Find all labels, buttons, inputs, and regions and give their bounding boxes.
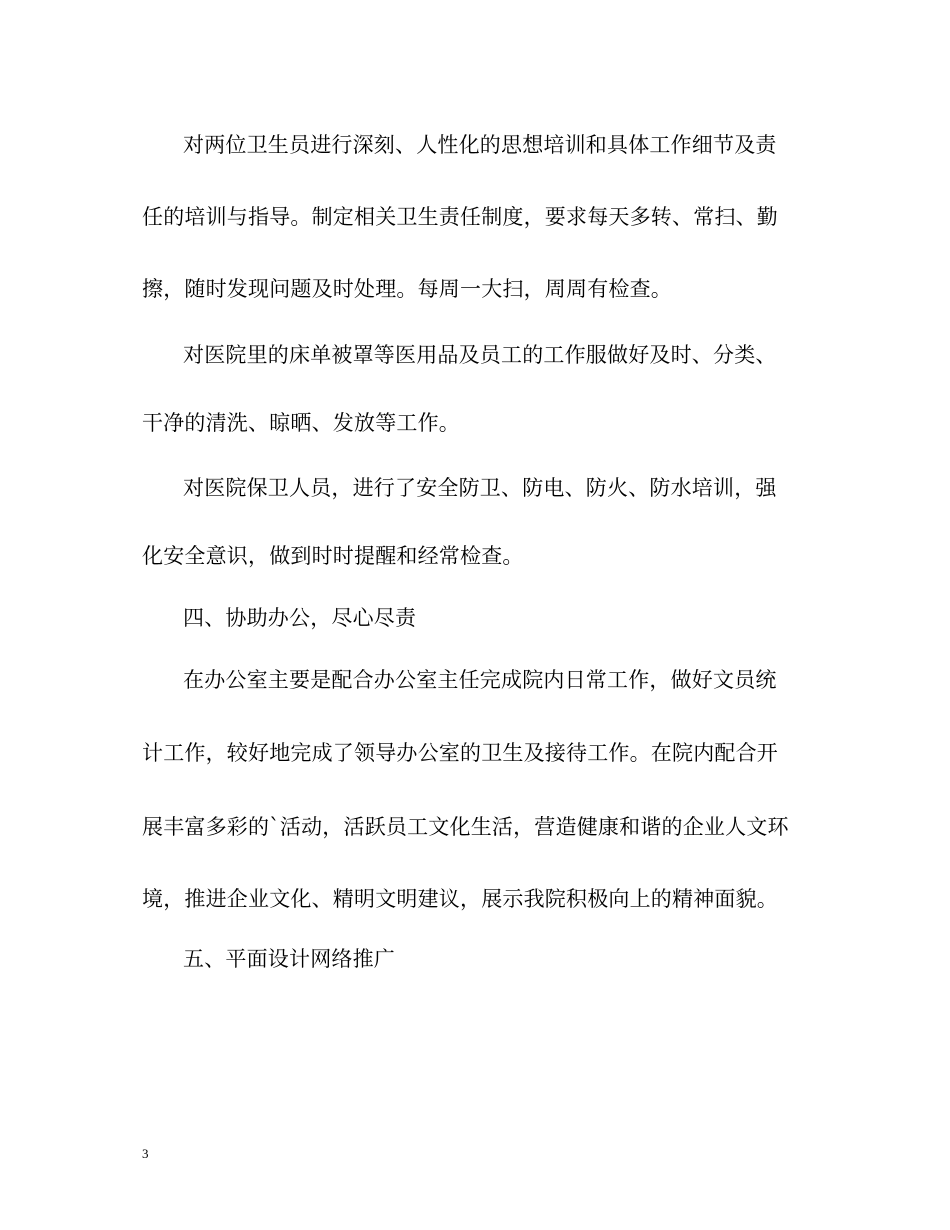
paragraph-line: 计工作，较好地完成了领导办公室的卫生及接待工作。在院内配合开 bbox=[142, 741, 778, 765]
paragraph-line: 对两位卫生员进行深刻、人性化的思想培训和具体工作细节及责 bbox=[183, 133, 777, 157]
page-number: 3 bbox=[142, 1146, 149, 1161]
paragraph-line: 擦，随时发现问题及时处理。每周一大扫，周周有检查。 bbox=[142, 277, 672, 301]
section-heading: 四、协助办公，尽心尽责 bbox=[183, 606, 417, 630]
paragraph-line: 展丰富多彩的`活动，活跃员工文化生活，营造健康和谐的企业人文环 bbox=[142, 815, 789, 839]
paragraph-line: 境，推进企业文化、精明文明建议，展示我院积极向上的精神面貌。 bbox=[142, 887, 778, 911]
paragraph-line: 干净的清洗、晾晒、发放等工作。 bbox=[142, 411, 460, 435]
paragraph-line: 在办公室主要是配合办公室主任完成院内日常工作，做好文员统 bbox=[183, 668, 777, 692]
paragraph-line: 化安全意识，做到时时提醒和经常检查。 bbox=[142, 544, 524, 568]
section-heading: 五、平面设计网络推广 bbox=[183, 947, 395, 971]
paragraph-line: 对医院保卫人员，进行了安全防卫、防电、防火、防水培训，强 bbox=[183, 476, 777, 500]
paragraph-line: 任的培训与指导。制定相关卫生责任制度，要求每天多转、常扫、勤 bbox=[142, 205, 778, 229]
paragraph-line: 对医院里的床单被罩等医用品及员工的工作服做好及时、分类、 bbox=[183, 343, 777, 367]
